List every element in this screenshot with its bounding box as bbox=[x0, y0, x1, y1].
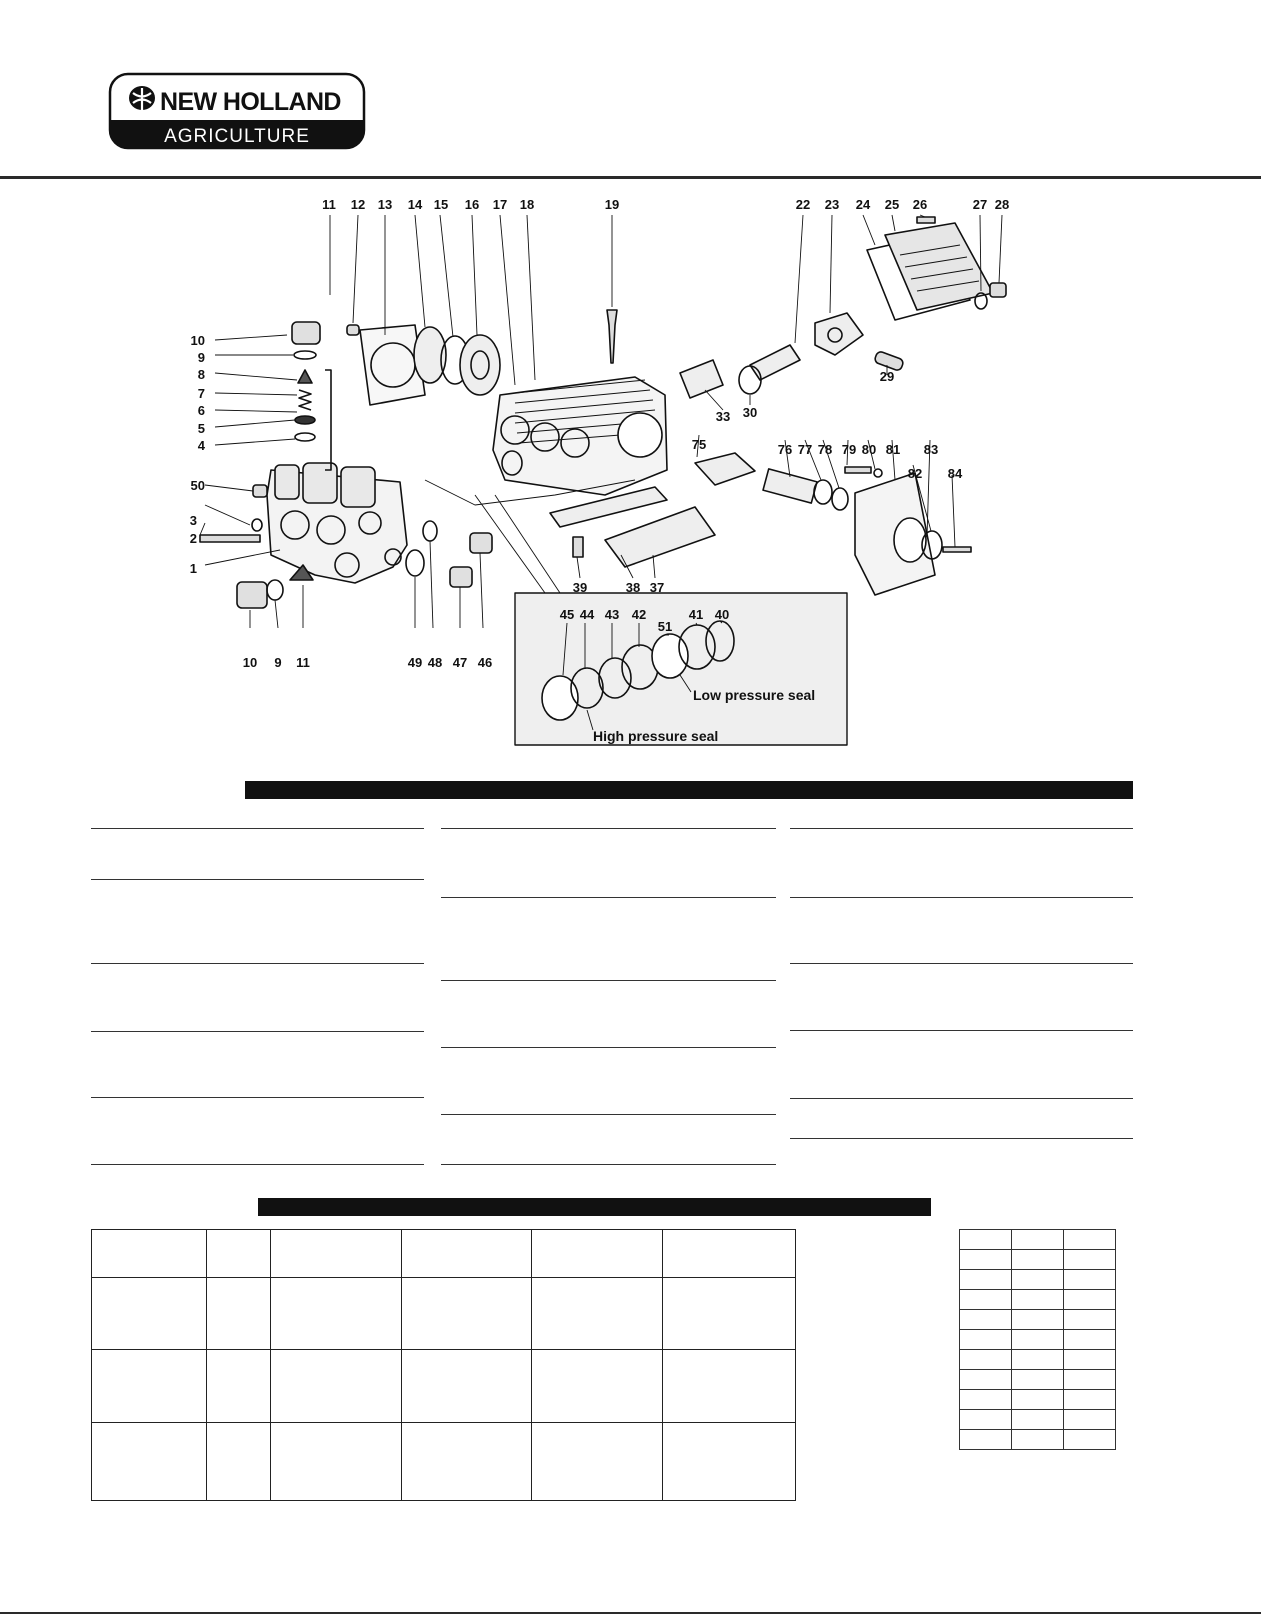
part-8: 8 bbox=[197, 367, 205, 382]
part-11-bottom: 11 bbox=[296, 655, 310, 670]
table-cell bbox=[271, 1350, 402, 1422]
table-cell bbox=[532, 1230, 663, 1278]
table-cell bbox=[271, 1422, 402, 1500]
logo-wordmark: NEW HOLLAND bbox=[160, 88, 341, 116]
part-16: 16 bbox=[464, 197, 480, 212]
part-41: 41 bbox=[688, 607, 704, 622]
row-divider bbox=[790, 1030, 1133, 1031]
part-37: 37 bbox=[649, 580, 665, 595]
grid-cell bbox=[1012, 1290, 1064, 1310]
grid-row bbox=[960, 1230, 1116, 1250]
table-cell bbox=[271, 1230, 402, 1278]
part-44: 44 bbox=[579, 607, 595, 622]
part-3: 3 bbox=[189, 513, 197, 528]
row-divider bbox=[790, 963, 1133, 964]
grid-row bbox=[960, 1330, 1116, 1350]
part-45: 45 bbox=[559, 607, 575, 622]
row-divider bbox=[441, 1164, 776, 1165]
part-9-top: 9 bbox=[197, 350, 205, 365]
grid-cell bbox=[1012, 1410, 1064, 1430]
table-cell bbox=[532, 1422, 663, 1500]
row-divider bbox=[441, 1114, 776, 1115]
grid-row bbox=[960, 1370, 1116, 1390]
part-83: 83 bbox=[923, 442, 939, 457]
table-cell bbox=[402, 1422, 532, 1500]
table-cell bbox=[92, 1278, 207, 1350]
part-33: 33 bbox=[715, 409, 731, 424]
table-cell bbox=[663, 1350, 796, 1422]
grid-cell bbox=[960, 1230, 1012, 1250]
row-divider bbox=[790, 897, 1133, 898]
grid-cell bbox=[1064, 1390, 1116, 1410]
grid-cell bbox=[1012, 1350, 1064, 1370]
grid-row bbox=[960, 1290, 1116, 1310]
part-27: 27 bbox=[972, 197, 988, 212]
grid-cell bbox=[1012, 1370, 1064, 1390]
table-row bbox=[92, 1350, 796, 1422]
part-17: 17 bbox=[492, 197, 508, 212]
part-7: 7 bbox=[197, 386, 205, 401]
part-10-top: 10 bbox=[190, 333, 205, 348]
new-holland-logo bbox=[108, 72, 366, 150]
part-22: 22 bbox=[795, 197, 811, 212]
row-divider bbox=[441, 980, 776, 981]
conversion-grid-table bbox=[959, 1229, 1116, 1450]
leaf-icon bbox=[129, 86, 155, 110]
part-51: 51 bbox=[657, 619, 673, 634]
grid-row bbox=[960, 1250, 1116, 1270]
table-cell bbox=[207, 1278, 271, 1350]
row-divider bbox=[441, 1047, 776, 1048]
table-row bbox=[92, 1230, 796, 1278]
part-84: 84 bbox=[947, 466, 963, 481]
grid-row bbox=[960, 1270, 1116, 1290]
grid-row bbox=[960, 1350, 1116, 1370]
low-pressure-seal-label: Low pressure seal bbox=[693, 687, 816, 703]
grid-row bbox=[960, 1390, 1116, 1410]
part-13: 13 bbox=[377, 197, 393, 212]
table-row bbox=[92, 1278, 796, 1350]
grid-cell bbox=[1012, 1270, 1064, 1290]
table-cell bbox=[532, 1350, 663, 1422]
part-23: 23 bbox=[824, 197, 840, 212]
part-49: 49 bbox=[407, 655, 423, 670]
part-12: 12 bbox=[350, 197, 366, 212]
table-cell bbox=[92, 1422, 207, 1500]
grid-cell bbox=[1064, 1270, 1116, 1290]
footer-rule bbox=[0, 1612, 1261, 1614]
grid-row bbox=[960, 1430, 1116, 1450]
grid-cell bbox=[960, 1370, 1012, 1390]
part-9-bottom: 9 bbox=[274, 655, 282, 670]
grid-cell bbox=[960, 1430, 1012, 1450]
part-10-bottom: 10 bbox=[242, 655, 258, 670]
part-46: 46 bbox=[477, 655, 493, 670]
table-cell bbox=[92, 1350, 207, 1422]
part-39: 39 bbox=[572, 580, 588, 595]
part-26: 26 bbox=[912, 197, 928, 212]
row-divider bbox=[91, 828, 424, 829]
table-row bbox=[92, 1422, 796, 1500]
specifications-table bbox=[91, 1229, 796, 1501]
grid-cell bbox=[960, 1330, 1012, 1350]
table-cell bbox=[92, 1230, 207, 1278]
table-cell bbox=[663, 1278, 796, 1350]
row-divider bbox=[441, 828, 776, 829]
part-47: 47 bbox=[452, 655, 468, 670]
row-divider bbox=[91, 1164, 424, 1165]
part-28: 28 bbox=[994, 197, 1010, 212]
part-5: 5 bbox=[197, 421, 205, 436]
grid-cell bbox=[960, 1310, 1012, 1330]
part-82: 82 bbox=[907, 466, 923, 481]
section-header-bar bbox=[258, 1198, 931, 1216]
table-cell bbox=[402, 1350, 532, 1422]
part-43: 43 bbox=[604, 607, 620, 622]
table-cell bbox=[271, 1278, 402, 1350]
grid-cell bbox=[1064, 1310, 1116, 1330]
row-divider bbox=[441, 897, 776, 898]
grid-cell bbox=[960, 1290, 1012, 1310]
grid-cell bbox=[1012, 1430, 1064, 1450]
table-cell bbox=[663, 1422, 796, 1500]
grid-cell bbox=[960, 1410, 1012, 1430]
grid-cell bbox=[960, 1390, 1012, 1410]
grid-cell bbox=[960, 1350, 1012, 1370]
part-2: 2 bbox=[189, 531, 197, 546]
grid-cell bbox=[960, 1250, 1012, 1270]
grid-cell bbox=[1012, 1230, 1064, 1250]
part-18: 18 bbox=[519, 197, 535, 212]
table-cell bbox=[402, 1230, 532, 1278]
grid-row bbox=[960, 1310, 1116, 1330]
table-cell bbox=[207, 1350, 271, 1422]
table-cell bbox=[663, 1230, 796, 1278]
part-6: 6 bbox=[197, 403, 205, 418]
header-rule bbox=[0, 176, 1261, 179]
part-75: 75 bbox=[691, 437, 707, 452]
part-4: 4 bbox=[197, 438, 205, 453]
part-78: 78 bbox=[817, 442, 833, 457]
exploded-pump-diagram bbox=[175, 195, 1085, 770]
part-81: 81 bbox=[885, 442, 901, 457]
table-cell bbox=[207, 1230, 271, 1278]
grid-cell bbox=[1064, 1250, 1116, 1270]
grid-cell bbox=[1012, 1330, 1064, 1350]
grid-cell bbox=[1012, 1310, 1064, 1330]
grid-cell bbox=[1064, 1290, 1116, 1310]
part-48: 48 bbox=[427, 655, 443, 670]
row-divider bbox=[790, 1098, 1133, 1099]
part-77: 77 bbox=[797, 442, 813, 457]
part-40: 40 bbox=[714, 607, 730, 622]
grid-cell bbox=[1064, 1410, 1116, 1430]
grid-cell bbox=[1064, 1350, 1116, 1370]
grid-cell bbox=[1012, 1390, 1064, 1410]
high-pressure-seal-label: High pressure seal bbox=[593, 728, 719, 744]
table-cell bbox=[532, 1278, 663, 1350]
section-header-bar bbox=[245, 781, 1133, 799]
grid-row bbox=[960, 1410, 1116, 1430]
part-19: 19 bbox=[604, 197, 620, 212]
grid-cell bbox=[1064, 1330, 1116, 1350]
grid-cell bbox=[1064, 1370, 1116, 1390]
part-29: 29 bbox=[879, 369, 895, 384]
part-38: 38 bbox=[625, 580, 641, 595]
part-25: 25 bbox=[884, 197, 900, 212]
grid-cell bbox=[1012, 1250, 1064, 1270]
row-divider bbox=[91, 879, 424, 880]
part-24: 24 bbox=[855, 197, 871, 212]
row-divider bbox=[790, 1138, 1133, 1139]
part-15: 15 bbox=[433, 197, 449, 212]
row-divider bbox=[91, 1031, 424, 1032]
part-14: 14 bbox=[407, 197, 423, 212]
part-80: 80 bbox=[861, 442, 877, 457]
logo-division: AGRICULTURE bbox=[164, 126, 310, 147]
part-50: 50 bbox=[190, 478, 205, 493]
row-divider bbox=[91, 1097, 424, 1098]
row-divider bbox=[790, 828, 1133, 829]
grid-cell bbox=[1064, 1430, 1116, 1450]
table-cell bbox=[207, 1422, 271, 1500]
part-79: 79 bbox=[841, 442, 857, 457]
grid-cell bbox=[1064, 1230, 1116, 1250]
part-30: 30 bbox=[742, 405, 758, 420]
part-1: 1 bbox=[189, 561, 197, 576]
part-42: 42 bbox=[631, 607, 647, 622]
table-cell bbox=[402, 1278, 532, 1350]
grid-cell bbox=[960, 1270, 1012, 1290]
part-11-top: 11 bbox=[322, 197, 336, 212]
part-76: 76 bbox=[777, 442, 793, 457]
row-divider bbox=[91, 963, 424, 964]
